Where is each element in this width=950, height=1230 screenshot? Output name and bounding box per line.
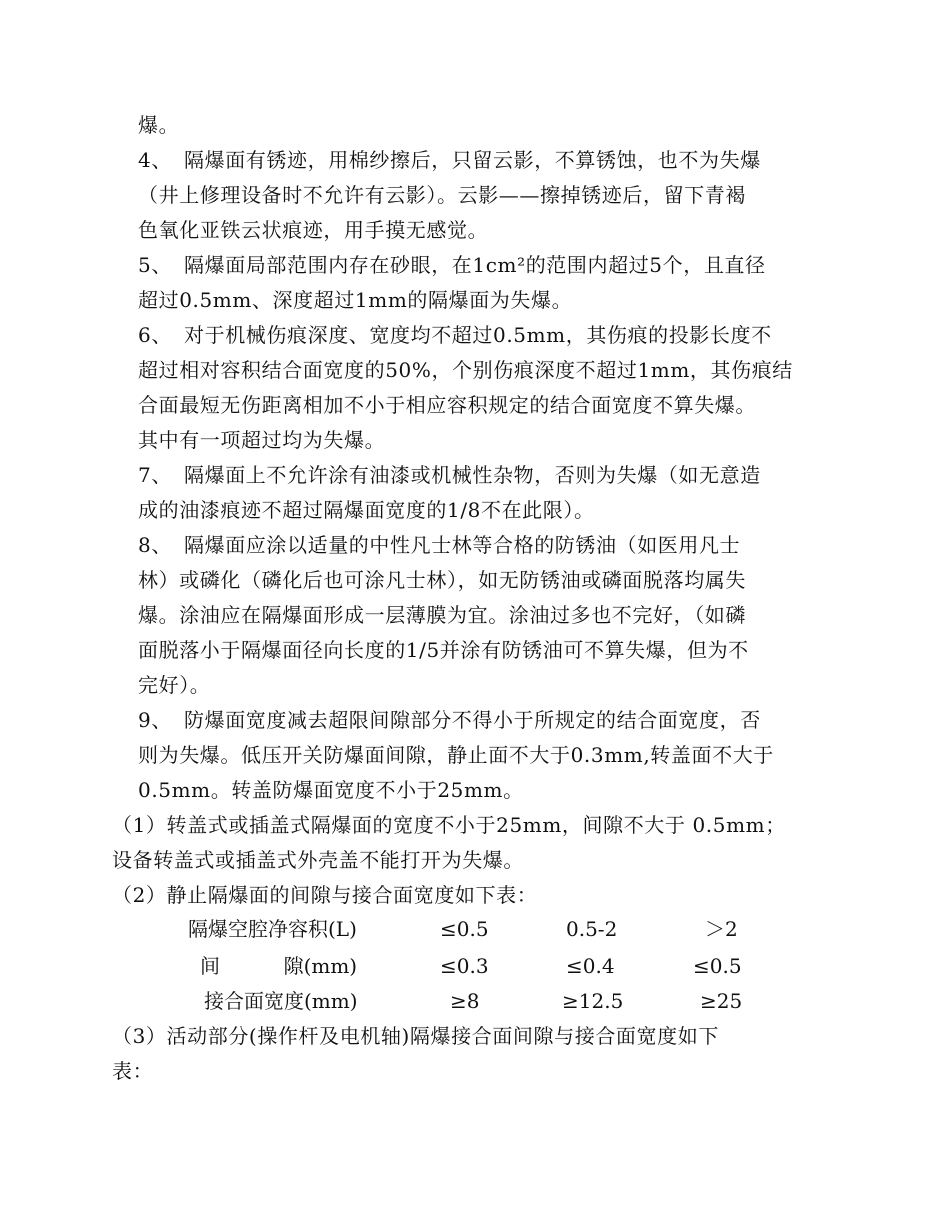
item-8-line-5: 完好）。 [138,673,211,697]
item-4-number: 4、 [138,148,172,172]
item-4-line-3: 色氧化亚铁云状痕迹，用手摸无感觉。 [138,218,489,242]
item-9-line-1: 9、 防爆面宽度减去超限间隙部分不得小于所规定的结合面宽度，否 [138,705,761,735]
cell-gap-1: ≤0.3 [440,954,489,978]
item-9-line-2: 则为失爆。低压开关防爆面间隙，静止面不大于0.3mm,转盖面不大于 [138,743,774,767]
item-5-line-2: 超过0.5mm、深度超过1mm的隔爆面为失爆。 [138,288,573,312]
row-label-width: 接合面宽度(mm) [204,989,358,1013]
item-8-line-3: 爆。涂油应在隔爆面形成一层薄膜为宜。涂油过多也不完好，（如磷 [138,603,746,627]
cell-gap-3: ≤0.5 [693,954,742,978]
item-6-number: 6、 [138,323,172,347]
sub-1-line-2: 设备转盖式或插盖式外壳盖不能打开为失爆。 [112,848,524,872]
sub-1-line-1: （1）转盖式或插盖式隔爆面的宽度不小于25mm，间隙不大于 0.5mm； [112,813,786,837]
item-5-number: 5、 [138,253,172,277]
sub-3-line-2: 表： [112,1059,154,1083]
item-4-line-1: 4、 隔爆面有锈迹，用棉纱擦后，只留云影，不算锈蚀，也不为失爆 [138,145,761,175]
cell-width-3: ≥25 [700,989,743,1013]
item-7-number: 7、 [138,463,172,487]
item-8-line-4: 面脱落小于隔爆面径向长度的1/5并涂有防锈油可不算失爆，但为不 [138,638,749,662]
item-6-line-4: 其中有一项超过均为失爆。 [138,428,386,452]
item-7-line-2: 成的油漆痕迹不超过隔爆面宽度的1/8不在此限）。 [138,498,595,522]
item-7-line-1: 7、 隔爆面上不允许涂有油漆或机械性杂物，否则为失爆（如无意造 [138,460,761,490]
cell-volume-2: 0.5-2 [566,917,618,941]
cell-gap-2: ≤0.4 [566,954,615,978]
continuation-line: 爆。 [138,113,180,137]
item-9-line-3: 0.5mm。转盖防爆面宽度不小于25mm。 [138,778,524,802]
item-9-number: 9、 [138,708,172,732]
cell-width-1: ≥8 [450,989,480,1013]
item-8-line-2: 林）或磷化（磷化后也可涂凡士林），如无防锈油或磷面脱落均属失 [138,568,746,592]
item-8-line-1: 8、 隔爆面应涂以适量的中性凡士林等合格的防锈油（如医用凡士 [138,530,740,560]
item-4-line-2: （井上修理设备时不允许有云影）。云影——擦掉锈迹后，留下青褐 [138,183,746,207]
cell-width-2: ≥12.5 [562,989,624,1013]
cell-volume-1: ≤0.5 [440,917,489,941]
item-6-line-2: 超过相对容积结合面宽度的50%，个别伤痕深度不超过1mm，其伤痕结 [138,358,793,382]
item-6-line-1: 6、 对于机械伤痕深度、宽度均不超过0.5mm，其伤痕的投影长度不 [138,320,772,350]
item-8-number: 8、 [138,533,172,557]
cell-volume-3: ＞2 [705,917,738,941]
sub-3-line-1: （3）活动部分(操作杆及电机轴)隔爆接合面间隙与接合面宽度如下 [112,1024,719,1048]
row-label-gap: 间 隙(mm) [200,954,358,978]
item-5-line-1: 5、 隔爆面局部范围内存在砂眼，在1cm²的范围内超过5个，且直径 [138,250,766,280]
row-label-volume: 隔爆空腔净容积(L) [188,917,357,941]
sub-2-heading: （2）静止隔爆面的间隙与接合面宽度如下表： [112,883,538,907]
item-6-line-3: 合面最短无伤距离相加不小于相应容积规定的结合面宽度不算失爆。 [138,393,756,417]
